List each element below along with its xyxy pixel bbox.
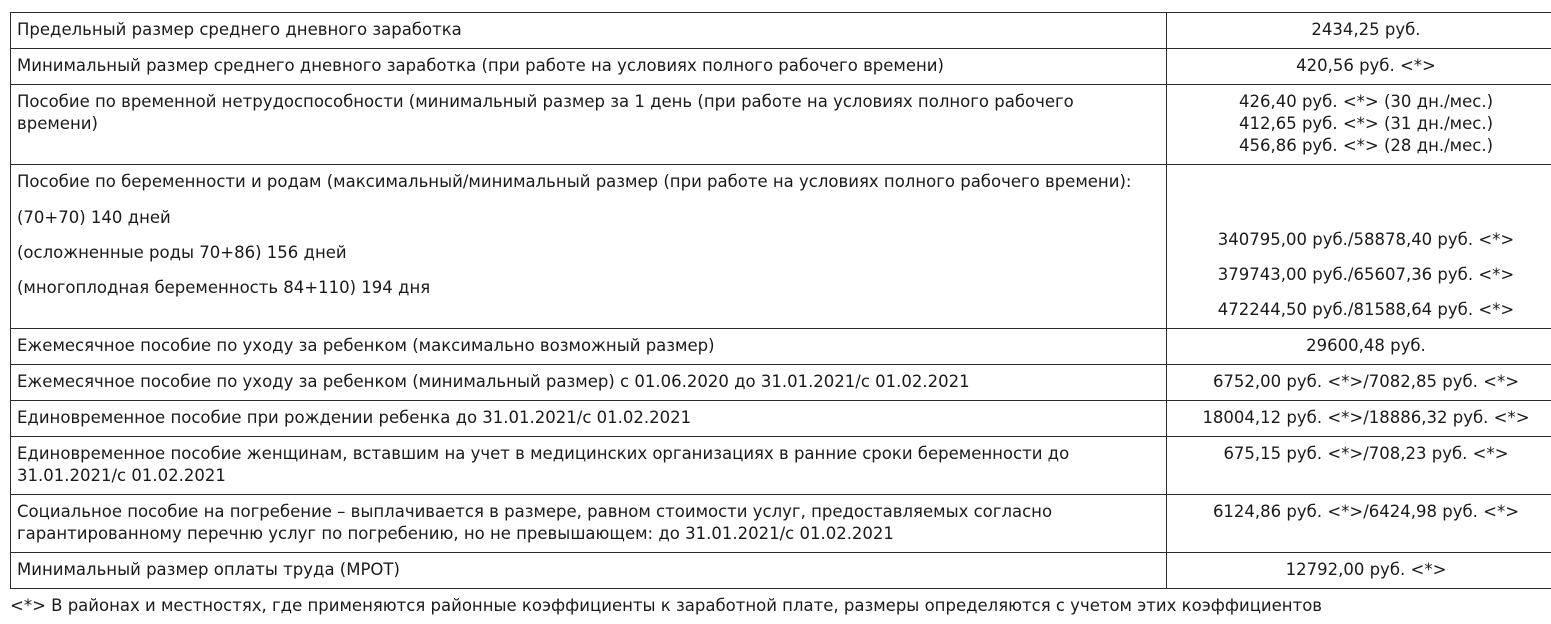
footnote: <*> В районах и местностях, где применяются районные коэффициенты к заработной плате, размеры определяются с учетом этих коэффициентов (10, 596, 1323, 615)
table-row (11, 437, 1551, 495)
row-label: Пособие по временной нетрудоспособности (минимальный размер за 1 день (при работе на условиях полного рабочего времени) (11, 85, 1167, 165)
row-label: Единовременное пособие при рождении ребенка до 31.01.2021/с 01.02.2021 (11, 401, 1167, 437)
table-row (11, 495, 1551, 553)
table-row (11, 365, 1551, 401)
row-value: 6124,86 руб. <*>/6424,98 руб. <*> (1167, 495, 1551, 553)
subitem-label: (многоплодная беременность 84+110) 194 дня (17, 278, 431, 297)
table-row (11, 49, 1551, 85)
row-label: Минимальный размер среднего дневного заработка (при работе на условиях полного рабочего времени) (11, 49, 1167, 85)
row-label-group (11, 165, 1167, 329)
row-value: 29600,48 руб. (1167, 329, 1551, 365)
table-row (11, 553, 1551, 589)
row-value-group (1167, 165, 1551, 329)
subitem-value: 472244,50 руб./81588,64 руб. <*> (1217, 300, 1515, 319)
row-label: Ежемесячное пособие по уходу за ребенком (максимально возможный размер) (11, 329, 1167, 365)
row-label: Социальное пособие на погребение – выплачивается в размере, равном стоимости услуг, предоставляемых согласно гарантированному перечню услуг по погребению, но не превышающем: до 31.01.2021/с 01.02.2021 (11, 495, 1167, 553)
row-value: 6752,00 руб. <*>/7082,85 руб. <*> (1167, 365, 1551, 401)
row-label: Предельный размер среднего дневного заработка (11, 13, 1167, 49)
table-row (11, 13, 1551, 49)
row-label: Минимальный размер оплаты труда (МРОТ) (11, 553, 1167, 589)
value-spacer (1171, 171, 1551, 215)
subitem-value: 340795,00 руб./58878,40 руб. <*> (1217, 230, 1515, 249)
row-value: 2434,25 руб. (1167, 13, 1551, 49)
row-value-group (1167, 85, 1551, 165)
benefits-table (10, 12, 1551, 589)
row-label: Ежемесячное пособие по уходу за ребенком (минимальный размер) с 01.06.2020 до 31.01.2021/с 01.02.2021 (11, 365, 1167, 401)
subitem-label: (осложненные роды 70+86) 156 дней (17, 243, 347, 262)
subitem-label: (70+70) 140 дней (17, 208, 171, 227)
table-row (11, 165, 1551, 329)
benefits-table-container (10, 12, 1543, 589)
row-value: 426,40 руб. <*> (30 дн./мес.) (1238, 92, 1494, 111)
row-value: 420,56 руб. <*> (1167, 49, 1551, 85)
row-label: Пособие по беременности и родам (максимальный/минимальный размер (при работе на условиях полного рабочего времени): (17, 172, 1132, 191)
table-row (11, 85, 1551, 165)
row-label: Единовременное пособие женщинам, вставшим на учет в медицинских организациях в ранние сроки беременности до 31.01.2021/с 01.02.2021 (11, 437, 1167, 495)
table-row (11, 329, 1551, 365)
row-value: 675,15 руб. <*>/708,23 руб. <*> (1167, 437, 1551, 495)
table-row (11, 401, 1551, 437)
row-value: 12792,00 руб. <*> (1167, 553, 1551, 589)
subitem-value: 379743,00 руб./65607,36 руб. <*> (1217, 265, 1515, 284)
row-value: 412,65 руб. <*> (31 дн./мес.) (1238, 114, 1494, 133)
row-value: 456,86 руб. <*> (28 дн./мес.) (1238, 136, 1494, 155)
row-value: 18004,12 руб. <*>/18886,32 руб. <*> (1167, 401, 1551, 437)
